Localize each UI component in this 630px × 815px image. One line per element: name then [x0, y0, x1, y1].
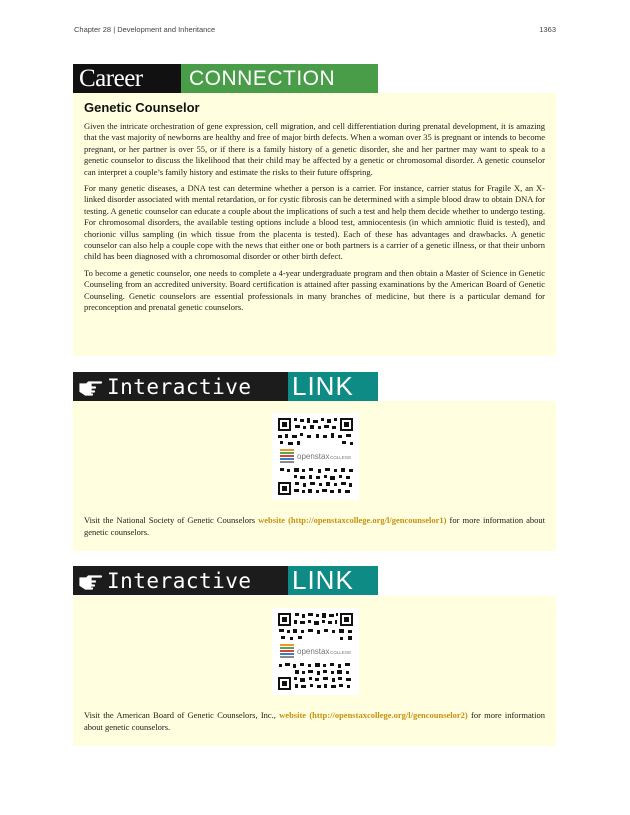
running-header: Chapter 28 | Development and Inheritance [74, 25, 216, 34]
interactive-word: Interactive [107, 568, 252, 593]
website-link-1[interactable]: website (http://openstaxcollege.org/l/gencounselor1) [258, 515, 447, 526]
career-banner-word: Career [79, 65, 143, 92]
website-link-2[interactable]: website (http://openstaxcollege.org/l/gencounselor2) [279, 710, 468, 721]
interactive-banner-left [73, 566, 288, 595]
interactive-link-banner-1 [73, 372, 378, 401]
qr-brand-text-2: openstax [297, 647, 330, 656]
link-text-before-2: Visit the American Board of Genetic Counselors, Inc., [84, 710, 280, 721]
link-text-after-1: for more information about genetic counselors. [84, 515, 546, 537]
pointing-hand-icon [73, 372, 107, 401]
career-box [73, 93, 556, 356]
career-title: Genetic Counselor [84, 100, 200, 115]
link-paragraph-1 [84, 515, 545, 538]
career-banner-right: CONNECTION [181, 64, 378, 93]
link-word: LINK [288, 566, 378, 595]
page-number: 1363 [539, 25, 556, 34]
qr-brand-suffix-2: COLLEGE [330, 650, 352, 655]
interactive-link-box-1 [73, 401, 556, 551]
interactive-word: Interactive [107, 374, 252, 399]
career-paragraph-1: Given the intricate orchestration of gene expression, cell migration, and cell differentiation during prenatal development, it is amazing that the vast majority of newborns are healthy and free of major birth defects. When a woman over 35 is pregnant or intends to become pregnant, or her partner is over 55, or if there is a family history of a genetic disorder, she and her partner may want to speak to a genetic counselor to discuss the likelihood that their child may be affected by a genetic or chromosomal disorder. A genetic counselor can interpret a couple’s family history and estimate the risks to their future offspring. [84, 121, 545, 177]
interactive-banner-left [73, 372, 288, 401]
qr-code-2[interactable] [272, 608, 359, 695]
link-word: LINK [288, 372, 378, 401]
link-text-before-1: Visit the National Society of Genetic Counselors [84, 515, 259, 526]
link-paragraph-2 [84, 710, 545, 733]
qr-brand-text-1: openstax [297, 452, 330, 461]
interactive-link-banner-2 [73, 566, 378, 595]
interactive-link-box-2 [73, 596, 556, 746]
pointing-hand-icon [73, 566, 107, 595]
career-connection-banner [73, 64, 378, 93]
qr-code-1[interactable] [272, 413, 359, 500]
career-banner-left [73, 64, 181, 93]
qr-brand-suffix-1: COLLEGE [330, 455, 352, 460]
career-paragraph-3: To become a genetic counselor, one needs to complete a 4-year undergraduate program and then obtain a Master of Science in Genetic Counseling from an accredited university. Board certification is attained after passing examinations by the American Board of Genetic Counseling. Genetic counselors are essential professionals in many branches of medicine, but there is a particular demand for preconception and prenatal genetic counselors. [84, 267, 545, 313]
career-paragraph-2: For many genetic diseases, a DNA test can determine whether a person is a carrier. For instance, carrier status for Fragile X, an X-linked disorder associated with mental retardation, or for cystic fibrosis can be determined with a simple blood draw to obtain DNA for testing. A genetic counselor can educate a couple about the implications of such a test and help them decide whether to undergo testing. For chromosomal disorders, the available testing options include a blood test, amniocentesis (in which amniotic fluid is tested), and chorionic villus sampling (in which tissue from the placenta is tested). Each of these has advantages and drawbacks. A genetic counselor can also help a couple cope with the news that either one or both partners is a carrier of a genetic illness, or that their unborn child has been diagnosed with a chromosomal disorder or other birth defect. [84, 183, 545, 262]
link-text-after-2: for more information about genetic counselors. [84, 710, 545, 732]
